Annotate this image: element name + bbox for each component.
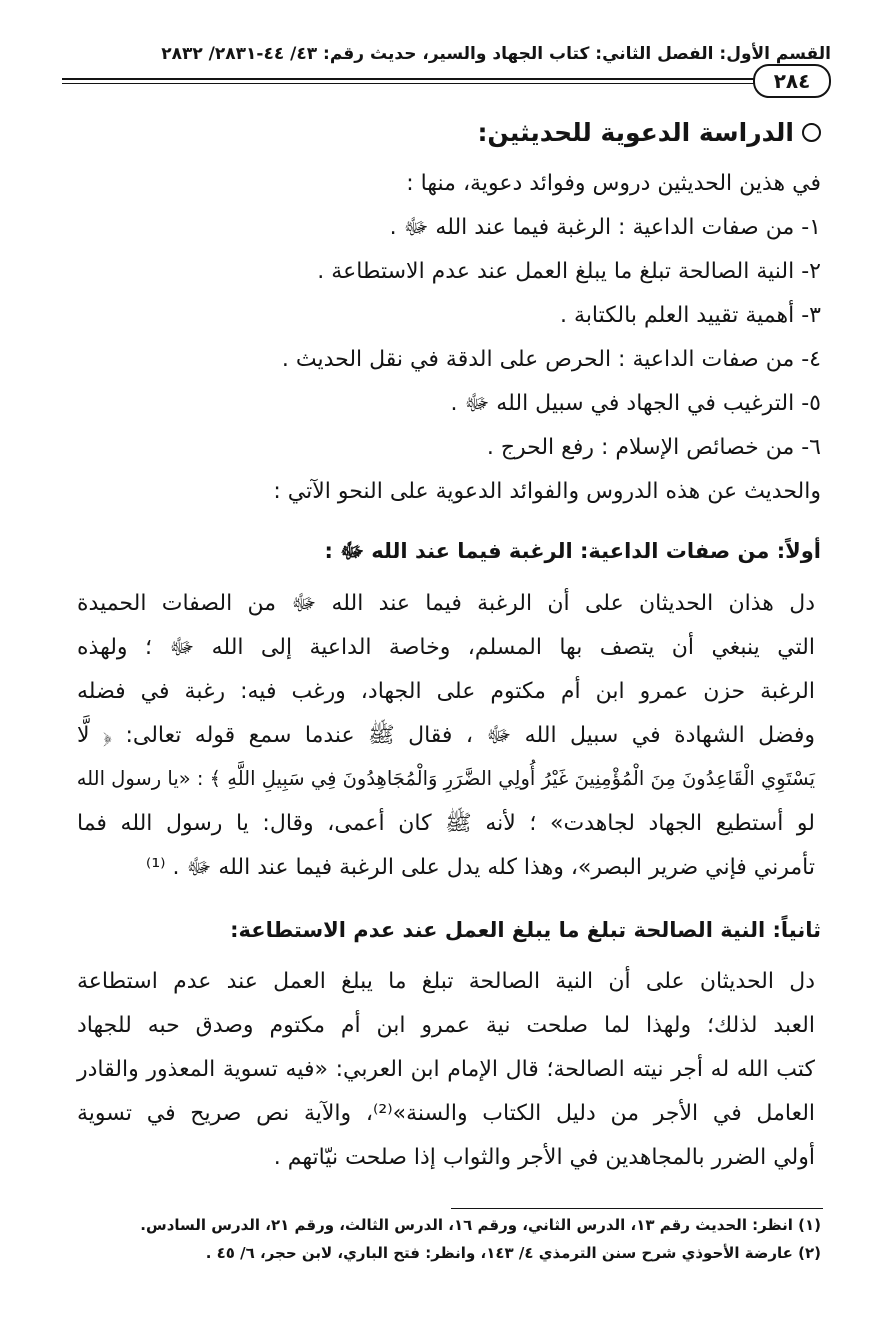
paragraph-line: الرغبة حزن عمرو ابن أم مكتوم على الجهاد، ورغب فيه: رغبة في فضله: [77, 679, 815, 704]
paragraph-line: لو أستطيع الجهاد لجاهدت» ؛ لأنه ﷺ كان أعمى، وقال: يا رسول الله فما: [77, 811, 815, 836]
subheading-first: أولاً: من صفات الداعية: الرغبة فيما عند الله ﷻ :: [324, 539, 821, 563]
intro-item: ٤- من صفات الداعية : الحرص على الدقة في نقل الحديث .: [281, 347, 821, 372]
header-rule: [62, 78, 757, 84]
paragraph-line: وفضل الشهادة في سبيل الله ﷻ ، فقال ﷺ عندما سمع قوله تعالى: ﴿ لَّا: [77, 723, 815, 748]
paragraph-line: كتب الله له أجر نيته الصالحة؛ قال الإمام ابن العربي: «فيه تسوية المعذور والقادر: [77, 1057, 815, 1082]
intro-closing: والحديث عن هذه الدروس والفوائد الدعوية على النحو الآتي :: [273, 479, 821, 504]
circle-bullet-icon: [802, 123, 821, 142]
paragraph-line: أولي الضرر بالمجاهدين في الأجر والثواب إذا صلحت نيّاتهم .: [273, 1145, 815, 1170]
intro-item: ٦- من خصائص الإسلام : رفع الحرج .: [486, 435, 821, 460]
intro-item: ٥- الترغيب في الجهاد في سبيل الله ﷻ .: [450, 391, 821, 416]
subheading-second: ثانياً: النية الصالحة تبلغ ما يبلغ العمل عند عدم الاستطاعة:: [230, 918, 821, 942]
intro-item: ١- من صفات الداعية : الرغبة فيما عند الله ﷻ .: [389, 215, 821, 240]
paragraph-line: دل هذان الحديثان على أن الرغبة فيما عند الله ﷻ من الصفات الحميدة: [77, 591, 815, 616]
footnote: (٢) عارضة الأحوذي شرح سنن الترمذي ٤/ ١٤٣، وانظر: فتح الباري، لابن حجر، ٦/ ٤٥ .: [205, 1244, 821, 1262]
paragraph-line: دل الحديثان على أن النية الصالحة تبلغ ما يبلغ العمل عند عدم استطاعة: [77, 969, 815, 994]
page-number: ٢٨٤: [753, 64, 831, 98]
intro-item: ٣- أهمية تقييد العلم بالكتابة .: [560, 303, 821, 328]
quran-verse-line: يَسْتَوِي الْقَاعِدُونَ مِنَ الْمُؤْمِنِينَ غَيْرُ أُولِي الضَّرَرِ وَالْمُجَاهِدُونَ فِي سَبِيلِ اللَّهِ ﴾ : «يا رسول الله: [76, 767, 815, 790]
paragraph-line: العبد لذلك؛ ولهذا لما صلحت نية عمرو ابن أم مكتوم وصدق حبه للجهاد: [77, 1013, 815, 1038]
paragraph-line: التي ينبغي أن يتصف بها المسلم، وخاصة الداعية إلى الله ﷻ ؛ ولهذه: [77, 635, 815, 660]
paragraph-line: تأمرني فإني ضرير البصر»، وهذا كله يدل على الرغبة فيما عند الله ﷻ . ⁽¹⁾: [145, 855, 815, 880]
footnote: (١) انظر: الحديث رقم ١٣، الدرس الثاني، ورقم ١٦، الدرس الثالث، ورقم ٢١، الدرس السادس.: [140, 1216, 821, 1234]
section-title: [477, 118, 821, 147]
section-title-text: الدراسة الدعوية للحديثين:: [477, 118, 794, 147]
paragraph-line: العامل في الأجر من دليل الكتاب والسنة»⁽²⁾، والآية نص صريح في تسوية: [77, 1101, 816, 1126]
intro-item: ٢- النية الصالحة تبلغ ما يبلغ العمل عند عدم الاستطاعة .: [317, 259, 821, 284]
running-header: القسم الأول: الفصل الثاني: كتاب الجهاد والسير، حديث رقم: ٤٣/ ٤٤-٢٨٣١/ ٢٨٣٢: [161, 44, 831, 64]
intro-lead: في هذين الحديثين دروس وفوائد دعوية، منها :: [406, 171, 821, 196]
footnote-rule: [451, 1208, 823, 1209]
